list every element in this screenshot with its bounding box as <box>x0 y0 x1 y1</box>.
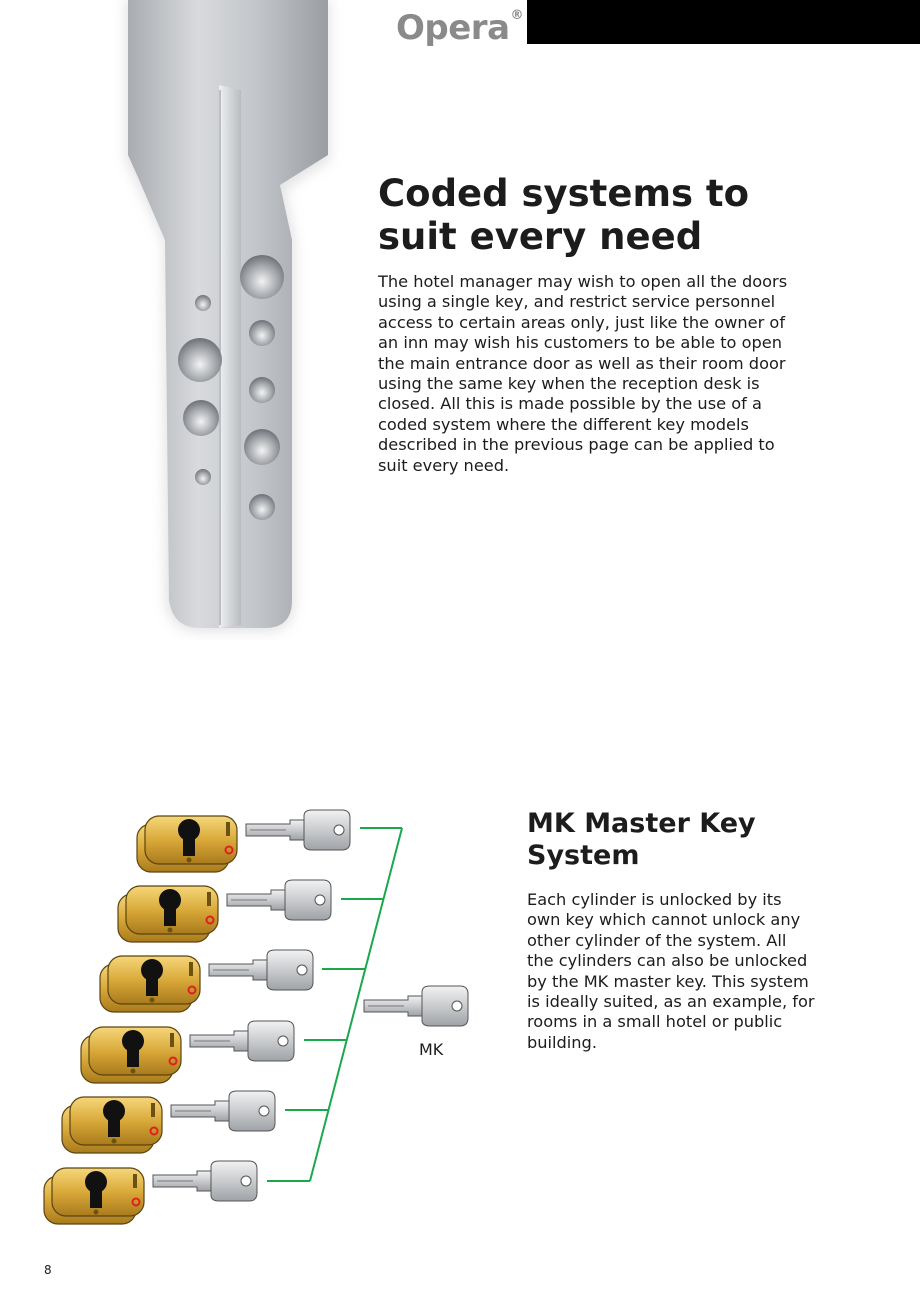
cylinder-key-pair-3 <box>100 950 313 1012</box>
cylinder-key-pair-1 <box>137 810 350 872</box>
key-blade-photo <box>95 0 345 640</box>
cylinder-key-pair-6 <box>44 1161 257 1224</box>
cylinder-key-pair-5 <box>62 1091 275 1153</box>
section-title-coded-systems: Coded systems to suit every need <box>378 172 750 258</box>
master-key-icon <box>364 986 468 1026</box>
section-title-master-key: MK Master Key System <box>527 808 756 871</box>
master-key-diagram <box>0 790 500 1240</box>
master-key-label: MK <box>419 1040 444 1059</box>
header-black-bar <box>527 0 920 44</box>
section-body-coded-systems: The hotel manager may wish to open all the doors using a single key, and restrict service personnel access to certain areas only, just like the owner of an inn may wish his customers to be able to open the main entrance door as well as their room door using the same key when the reception desk is closed. All this is made possible by the use of a coded system where the different key models described in the previous page can be applied to suit every need. <box>378 272 788 475</box>
registered-mark: ® <box>510 7 524 23</box>
page-number: 8 <box>44 1263 52 1277</box>
cylinder-key-pair-4 <box>81 1021 294 1083</box>
brand-logo <box>396 8 523 48</box>
cylinder-key-pair-2 <box>118 880 331 942</box>
brand-name: Opera <box>396 8 510 48</box>
section-body-master-key: Each cylinder is unlocked by its own key which cannot unlock any other cylinder of the system. All the cylinders can also be unlocked by the MK master key. This system is ideally suited, as an example, for rooms in a small hotel or public building. <box>527 890 815 1052</box>
